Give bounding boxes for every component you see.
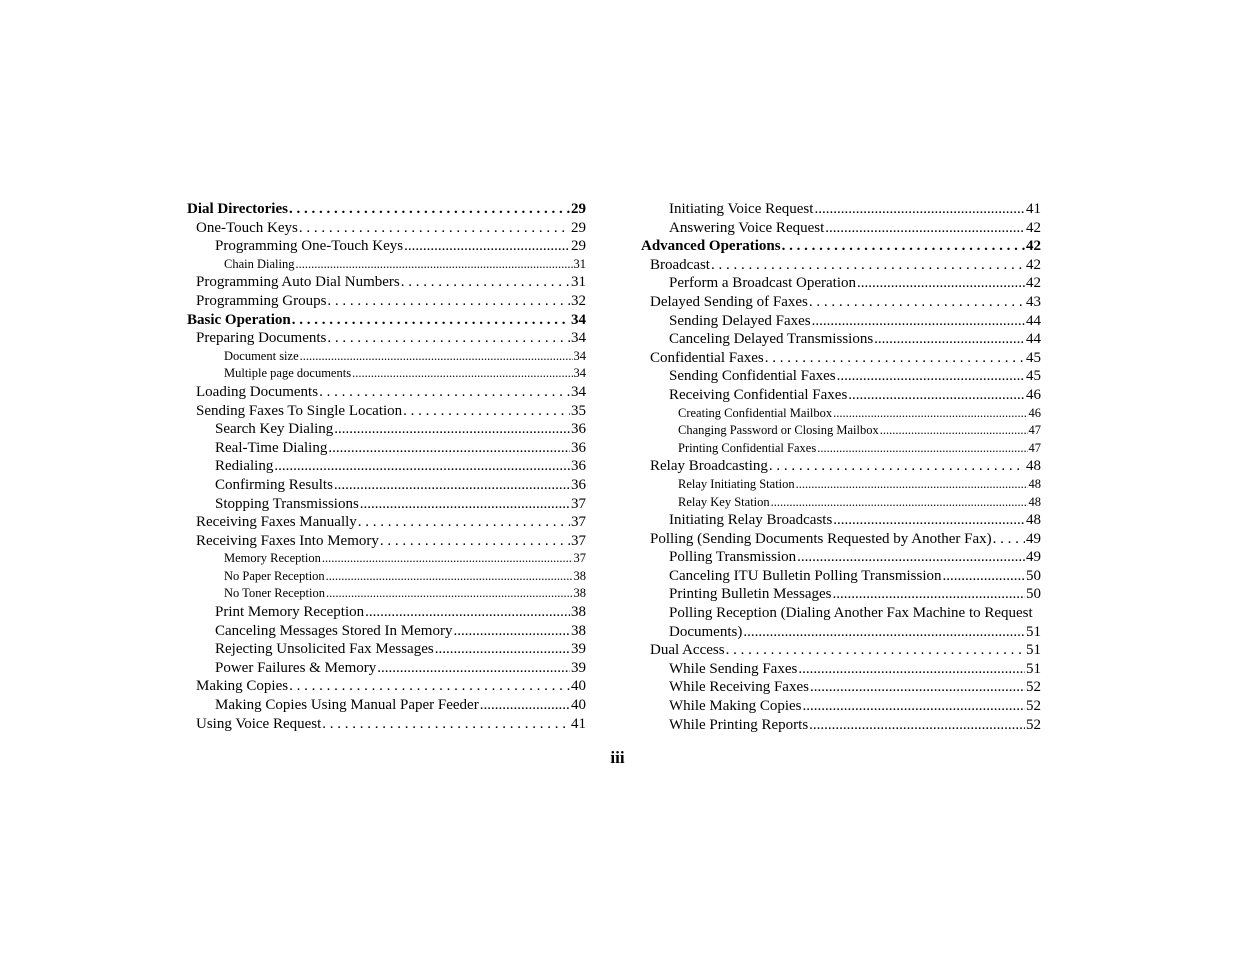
toc-entry	[641, 604, 1041, 623]
dot-leader	[365, 603, 570, 622]
toc-entry-title: Redialing	[215, 458, 274, 475]
toc-entry-page: 32	[571, 292, 586, 309]
toc-entry-title: Relay Key Station	[678, 494, 770, 509]
toc-entry-title: Confidential Faxes	[650, 349, 764, 366]
dot-leader	[943, 567, 1025, 586]
toc-entry	[641, 697, 1041, 716]
toc-entry-title: Making Copies Using Manual Paper Feeder	[215, 697, 479, 714]
toc-entry-page: 48	[1026, 458, 1041, 475]
toc-entry-page: 29	[571, 219, 586, 236]
toc-entry	[187, 256, 586, 274]
toc-entry-page: 31	[573, 256, 586, 271]
toc-entry-title: Relay Initiating Station	[678, 476, 795, 491]
toc-entry-title: Loading Documents	[196, 383, 319, 400]
toc-entry-title: Advanced Operations	[641, 238, 781, 255]
toc-entry-title: Relay Broadcasting	[650, 458, 768, 475]
dot-leader	[743, 623, 1025, 642]
toc-entry	[187, 659, 586, 678]
toc-entry-title: Sending Confidential Faxes	[669, 368, 836, 385]
toc-entry-title: Polling (Sending Documents Requested by Another Fax)	[650, 530, 992, 547]
toc-entry-title: Printing Confidential Faxes	[678, 440, 817, 455]
toc-entry-page: 50	[1026, 586, 1041, 603]
toc-entry	[641, 530, 1041, 549]
toc-entry-page: 42	[1026, 238, 1041, 255]
toc-entry-title: No Paper Reception	[224, 568, 325, 583]
toc-entry	[641, 349, 1041, 368]
toc-entry	[641, 405, 1041, 423]
dot-leader	[726, 641, 1025, 660]
toc-entry-title: Multiple page documents	[224, 366, 352, 381]
dot-leader	[289, 200, 570, 219]
toc-entry-page: 36	[571, 421, 586, 438]
toc-entry	[187, 311, 586, 330]
toc-left-column	[187, 200, 586, 733]
dot-leader	[322, 715, 570, 734]
toc-entry-page: 40	[571, 678, 586, 695]
toc-entry-page: 48	[1028, 494, 1041, 509]
toc-entry-page: 47	[1028, 423, 1041, 438]
toc-entry	[641, 548, 1041, 567]
toc-entry-title: Initiating Relay Broadcasts	[669, 512, 833, 529]
toc-entry	[187, 550, 586, 568]
toc-entry-page: 31	[571, 274, 586, 291]
dot-leader	[299, 219, 570, 238]
toc-entry-page: 34	[573, 366, 586, 381]
toc-entry-page: 43	[1026, 293, 1041, 310]
dot-leader	[782, 237, 1025, 256]
toc-entry	[641, 312, 1041, 331]
dot-leader	[880, 422, 1028, 440]
toc-entry	[187, 568, 586, 586]
toc-entry-title: Making Copies	[196, 678, 289, 695]
dot-leader	[837, 367, 1025, 386]
toc-entry-page: 34	[571, 311, 586, 328]
toc-entry-page: 36	[571, 458, 586, 475]
dot-leader	[814, 200, 1025, 219]
dot-leader	[403, 402, 570, 421]
toc-entry	[641, 219, 1041, 238]
dot-leader	[289, 677, 570, 696]
toc-entry	[187, 237, 586, 256]
toc-entry-title: Delayed Sending of Faxes	[650, 293, 808, 310]
toc-entry-title: Printing Bulletin Messages	[669, 586, 832, 603]
dot-leader	[352, 365, 572, 383]
dot-leader	[771, 494, 1028, 512]
dot-leader	[327, 329, 570, 348]
toc-entry	[187, 495, 586, 514]
toc-entry-title: Canceling ITU Bulletin Polling Transmission	[669, 567, 942, 584]
dot-leader	[380, 532, 570, 551]
toc-entry-page: 38	[571, 604, 586, 621]
toc-entry	[187, 715, 586, 734]
toc-entry	[641, 440, 1041, 458]
dot-leader	[401, 273, 570, 292]
toc-entry-page: 46	[1026, 386, 1041, 403]
toc-entry-title: Initiating Voice Request	[669, 201, 814, 217]
toc-entry-title: Chain Dialing	[224, 256, 295, 271]
page-number: iii	[610, 748, 625, 767]
toc-entry-page: 52	[1026, 716, 1041, 733]
toc-entry-title: While Making Copies	[669, 698, 802, 715]
toc-entry-page: 51	[1026, 623, 1041, 640]
dot-leader	[874, 330, 1025, 349]
toc-entry-title: Programming Groups	[196, 292, 327, 309]
toc-entry-title: Polling Reception (Dialing Another Fax Machine to Request	[669, 605, 1033, 622]
toc-entry-page: 44	[1026, 331, 1041, 348]
dot-leader	[769, 457, 1025, 476]
dot-leader	[377, 659, 570, 678]
toc-entry	[641, 422, 1041, 440]
dot-leader	[796, 476, 1028, 494]
toc-entry	[641, 200, 1041, 219]
toc-entry-page: 37	[571, 532, 586, 549]
toc-entry-page: 42	[1026, 219, 1041, 236]
dot-leader	[810, 678, 1025, 697]
dot-leader	[322, 550, 573, 568]
toc-entry	[641, 237, 1041, 256]
toc-entry-title: Stopping Transmissions	[215, 495, 359, 512]
toc-entry-page: 37	[571, 514, 586, 531]
dot-leader	[848, 386, 1025, 405]
toc-entry-page: 35	[571, 402, 586, 419]
toc-entry-title: No Toner Reception	[224, 586, 325, 601]
dot-leader	[326, 568, 573, 586]
dot-leader	[765, 349, 1025, 368]
toc-entry-page: 36	[571, 476, 586, 493]
toc-entry	[187, 439, 586, 458]
dot-leader	[797, 548, 1025, 567]
toc-entry-title: Using Voice Request	[196, 715, 322, 732]
toc-entry-title: Answering Voice Request	[669, 219, 825, 236]
toc-entry-title: Broadcast	[650, 256, 710, 273]
toc-entry	[641, 274, 1041, 293]
toc-entry-page: 37	[573, 551, 586, 566]
dot-leader	[358, 513, 570, 532]
toc-entry-title: Receiving Confidential Faxes	[669, 386, 848, 403]
toc-entry-title: Programming One-Touch Keys	[215, 238, 404, 255]
toc-entry-page: 37	[571, 495, 586, 512]
toc-entry	[641, 256, 1041, 275]
toc-entry-page: 48	[1026, 512, 1041, 529]
dot-leader	[328, 439, 570, 458]
toc-entry-page: 49	[1026, 549, 1041, 566]
toc-entry	[187, 200, 586, 219]
toc-entry-page: 45	[1026, 368, 1041, 385]
toc-entry	[641, 367, 1041, 386]
toc-entry	[187, 476, 586, 495]
toc-entry-page: 38	[571, 622, 586, 639]
toc-entry-page: 46	[1028, 405, 1041, 420]
toc-entry	[187, 219, 586, 238]
toc-entry	[187, 420, 586, 439]
toc-entry-title: Search Key Dialing	[215, 421, 334, 438]
dot-leader	[334, 476, 570, 495]
toc-entry-title: Perform a Broadcast Operation	[669, 275, 857, 292]
toc-entry-page: 36	[571, 439, 586, 456]
dot-leader	[326, 585, 573, 603]
dot-leader	[993, 530, 1025, 549]
dot-leader	[711, 256, 1025, 275]
toc-entry-page: 40	[571, 697, 586, 714]
toc-entry-page: 51	[1026, 660, 1041, 677]
toc-entry	[641, 386, 1041, 405]
toc-entry	[641, 494, 1041, 512]
toc-entry	[187, 329, 586, 348]
dot-leader	[274, 457, 570, 476]
toc-entry-title: Power Failures & Memory	[215, 659, 377, 676]
toc-entry	[641, 293, 1041, 312]
toc-entry-title: Changing Password or Closing Mailbox	[678, 423, 879, 438]
toc-entry-title: Dual Access	[650, 642, 725, 659]
toc-entry-page: 42	[1026, 275, 1041, 292]
toc-entry	[187, 696, 586, 715]
toc-entry-title: Sending Delayed Faxes	[669, 312, 811, 329]
toc-entry-page: 34	[573, 348, 586, 363]
toc-entry-page: 42	[1026, 256, 1041, 273]
toc-entry-title: Documents)	[669, 623, 743, 640]
toc-entry-title: Polling Transmission	[669, 549, 797, 566]
toc-entry	[641, 660, 1041, 679]
dot-leader	[809, 293, 1025, 312]
toc-entry	[187, 585, 586, 603]
dot-leader	[833, 585, 1026, 604]
toc-entry	[187, 383, 586, 402]
toc-entry-title: Document size	[224, 348, 299, 363]
toc-entry	[641, 641, 1041, 660]
toc-entry-title: Preparing Documents	[196, 330, 327, 347]
toc-entry-page: 29	[571, 238, 586, 255]
dot-leader	[480, 696, 570, 715]
toc-entry-title: One-Touch Keys	[196, 219, 298, 236]
toc-entry-title: Real-Time Dialing	[215, 439, 328, 456]
dot-leader	[300, 348, 573, 366]
toc-entry	[187, 365, 586, 383]
toc-entry-page: 38	[573, 586, 586, 601]
toc-entry	[187, 640, 586, 659]
dot-leader	[360, 495, 570, 514]
toc-entry-title: Receiving Faxes Manually	[196, 514, 357, 531]
toc-entry	[641, 511, 1041, 530]
toc-entry	[187, 677, 586, 696]
dot-leader	[295, 256, 572, 274]
dot-leader	[435, 640, 570, 659]
toc-entry-title: While Printing Reports	[669, 716, 809, 733]
toc-entry-title: Programming Auto Dial Numbers	[196, 274, 400, 291]
toc-entry-page: 39	[571, 641, 586, 658]
toc-entry	[187, 457, 586, 476]
toc-entry	[641, 716, 1041, 735]
dot-leader	[404, 237, 570, 256]
toc-entry-title: Dial Directories	[187, 201, 288, 217]
toc-entry-page: 29	[571, 201, 586, 217]
dot-leader	[334, 420, 570, 439]
toc-entry-title: Creating Confidential Mailbox	[678, 405, 833, 420]
toc-entry-page: 41	[571, 715, 586, 732]
toc-entry	[187, 348, 586, 366]
toc-entry	[187, 292, 586, 311]
toc-entry-page: 34	[571, 383, 586, 400]
toc-entry	[641, 678, 1041, 697]
toc-entry-page: 49	[1026, 530, 1041, 547]
toc-entry	[187, 402, 586, 421]
toc-entry	[641, 585, 1041, 604]
toc-entry-title: Sending Faxes To Single Location	[196, 402, 403, 419]
toc-entry-page: 41	[1026, 201, 1041, 217]
toc-right-column	[641, 200, 1041, 734]
toc-entry-page: 39	[571, 659, 586, 676]
dot-leader	[809, 716, 1025, 735]
dot-leader	[798, 660, 1025, 679]
dot-leader	[327, 292, 570, 311]
dot-leader	[833, 511, 1025, 530]
toc-entry	[187, 532, 586, 551]
toc-entry-page: 45	[1026, 349, 1041, 366]
toc-entry-title: Canceling Delayed Transmissions	[669, 331, 874, 348]
toc-entry-page: 34	[571, 330, 586, 347]
toc-entry	[641, 330, 1041, 349]
toc-entry	[187, 513, 586, 532]
toc-entry	[641, 476, 1041, 494]
dot-leader	[812, 312, 1025, 331]
toc-entry	[187, 603, 586, 622]
toc-entry-title: Print Memory Reception	[215, 604, 365, 621]
toc-entry	[187, 622, 586, 641]
toc-entry-title: Memory Reception	[224, 551, 321, 566]
toc-entry-page: 51	[1026, 642, 1041, 659]
dot-leader	[833, 405, 1027, 423]
toc-entry	[187, 273, 586, 292]
toc-entry-page: 52	[1026, 679, 1041, 696]
toc-entry-page: 52	[1026, 698, 1041, 715]
toc-entry-title: Receiving Faxes Into Memory	[196, 532, 379, 549]
toc-entry-page: 47	[1028, 440, 1041, 455]
toc-entry-page: 48	[1028, 476, 1041, 491]
toc-entry-page: 38	[573, 568, 586, 583]
toc-entry-page: 50	[1026, 567, 1041, 584]
dot-leader	[453, 622, 570, 641]
toc-entry	[641, 457, 1041, 476]
dot-leader	[825, 219, 1025, 238]
toc-entry-title: Basic Operation	[187, 311, 291, 328]
dot-leader	[817, 440, 1027, 458]
toc-entry-title: Canceling Messages Stored In Memory	[215, 622, 453, 639]
toc-entry-title: While Sending Faxes	[669, 660, 798, 677]
toc-entry-page: 44	[1026, 312, 1041, 329]
toc-entry-title: Rejecting Unsolicited Fax Messages	[215, 641, 434, 658]
toc-entry-title: While Receiving Faxes	[669, 679, 809, 696]
toc-entry	[641, 567, 1041, 586]
toc-entry	[641, 623, 1041, 642]
toc-entry-title: Confirming Results	[215, 476, 333, 493]
dot-leader	[292, 311, 570, 330]
dot-leader	[319, 383, 570, 402]
dot-leader	[802, 697, 1025, 716]
dot-leader	[857, 274, 1025, 293]
